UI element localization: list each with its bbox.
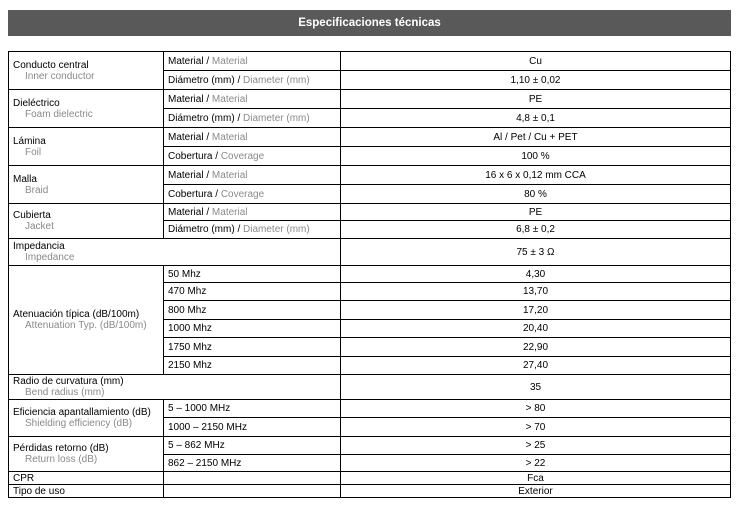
row-label-braid (9, 166, 164, 204)
value-cell: 20,40 (341, 320, 731, 338)
english-label: Return loss (dB) (25, 454, 98, 465)
value-cell: 1,10 ± 0,02 (341, 71, 731, 90)
table-row (9, 166, 731, 185)
english-label: Coverage (220, 150, 265, 162)
value-cell: 13,70 (341, 283, 731, 301)
english-label: Material (211, 131, 248, 143)
prop-cell: Material / Material (164, 52, 341, 71)
spanish-label: Material (168, 169, 204, 181)
table-title: Especificaciones técnicas (298, 17, 441, 29)
prop-cell: 1000 – 2150 MHz (164, 418, 341, 437)
english-label: Diameter (mm) (243, 224, 310, 235)
table-row (9, 90, 731, 109)
value-cell: Exterior (341, 485, 731, 498)
row-label-cpr: CPR (9, 472, 164, 485)
value-cell: 4,30 (341, 266, 731, 283)
value-cell: 4,8 ± 0,1 (341, 109, 731, 128)
prop-cell: 50 Mhz (164, 266, 341, 283)
table-row (9, 266, 731, 283)
value-cell: 100 % (341, 147, 731, 166)
prop-cell: 800 Mhz (164, 301, 341, 320)
row-label-attenuation (9, 266, 164, 375)
value-cell: Al / Pet / Cu + PET (341, 128, 731, 147)
spanish-label: Conducto central (13, 59, 89, 71)
english-label: Material (211, 206, 248, 218)
english-label: Jacket (25, 221, 54, 232)
prop-cell: 2150 Mhz (164, 357, 341, 375)
value-cell: 75 ± 3 Ω (341, 239, 731, 266)
table-row (9, 400, 731, 418)
english-label: Material (211, 55, 248, 67)
spanish-label: Cobertura (168, 150, 213, 162)
row-label-shielding (9, 400, 164, 437)
spanish-label: Diámetro (mm) (168, 224, 235, 235)
prop-cell: Diámetro (mm) / Diameter (mm) (164, 221, 341, 239)
value-cell: > 25 (341, 437, 731, 455)
prop-cell: 862 – 2150 MHz (164, 455, 341, 472)
prop-cell (164, 472, 341, 485)
table-row (9, 204, 731, 221)
english-label: Bend radius (mm) (25, 387, 105, 398)
value-cell: 17,20 (341, 301, 731, 320)
prop-cell: Diámetro (mm) / Diameter (mm) (164, 109, 341, 128)
table-row (9, 472, 731, 485)
value-cell: > 70 (341, 418, 731, 437)
english-label: Shielding efficiency (dB) (25, 418, 133, 429)
english-label: Diameter (mm) (243, 74, 310, 86)
table-row (9, 437, 731, 455)
spanish-label: Cubierta (13, 210, 51, 221)
spanish-label: Diámetro (mm) (168, 112, 235, 124)
row-label-bend-radius (9, 375, 341, 400)
table-row (9, 375, 731, 400)
english-label: Foam dielectric (25, 108, 93, 120)
prop-cell: 1000 Mhz (164, 320, 341, 338)
table-row (9, 52, 731, 71)
spanish-label: Radio de curvatura (mm) (13, 376, 124, 387)
english-label: Coverage (220, 188, 265, 200)
value-cell: Cu (341, 52, 731, 71)
row-label-dielectric (9, 90, 164, 128)
prop-cell: Material / Material (164, 128, 341, 147)
spanish-label: Material (168, 131, 204, 143)
row-label-inner-conductor (9, 52, 164, 90)
spanish-label: Lámina (13, 135, 46, 147)
row-label-foil (9, 128, 164, 166)
english-label: Braid (25, 184, 49, 196)
english-label: Material (211, 93, 248, 105)
spanish-label: Cobertura (168, 188, 213, 200)
row-label-jacket (9, 204, 164, 239)
prop-cell: 470 Mhz (164, 283, 341, 301)
prop-cell (164, 485, 341, 498)
table-row (9, 485, 731, 498)
spanish-label: Pérdidas retorno (dB) (13, 443, 109, 454)
english-label: Diameter (mm) (243, 112, 310, 124)
prop-cell: 1750 Mhz (164, 338, 341, 357)
english-label: Foil (25, 146, 42, 158)
row-label-return-loss (9, 437, 164, 472)
value-cell: Fca (341, 472, 731, 485)
prop-cell: Cobertura / Coverage (164, 185, 341, 204)
english-label: Material (211, 169, 248, 181)
spec-table (8, 51, 731, 498)
value-cell: > 22 (341, 455, 731, 472)
value-cell: PE (341, 90, 731, 109)
spanish-label: Material (168, 93, 204, 105)
table-title-bar (8, 10, 731, 36)
row-label-usage-type: Tipo de uso (9, 485, 164, 498)
table-row (9, 239, 731, 266)
value-cell: 6,8 ± 0,2 (341, 221, 731, 239)
english-label: Inner conductor (25, 70, 95, 82)
spanish-label: Material (168, 206, 204, 218)
table-row (9, 128, 731, 147)
prop-cell: Material / Material (164, 166, 341, 185)
prop-cell: Diámetro (mm) / Diameter (mm) (164, 71, 341, 90)
spanish-label: Malla (13, 173, 37, 185)
value-cell: > 80 (341, 400, 731, 418)
value-cell: 16 x 6 x 0,12 mm CCA (341, 166, 731, 185)
value-cell: 22,90 (341, 338, 731, 357)
prop-cell: 5 – 862 MHz (164, 437, 341, 455)
spanish-label: Eficiencia apantallamiento (dB) (13, 407, 151, 418)
spanish-label: Diámetro (mm) (168, 74, 235, 86)
value-cell: PE (341, 204, 731, 221)
row-label-impedance (9, 239, 341, 266)
prop-cell: Material / Material (164, 204, 341, 221)
english-label: Attenuation Typ. (dB/100m) (25, 320, 147, 331)
prop-cell: Material / Material (164, 90, 341, 109)
spanish-label: Dieléctrico (13, 97, 60, 109)
value-cell: 35 (341, 375, 731, 400)
value-cell: 27,40 (341, 357, 731, 375)
spanish-label: Atenuación típica (dB/100m) (13, 309, 140, 320)
prop-cell: Cobertura / Coverage (164, 147, 341, 166)
spanish-label: Impedancia (13, 241, 65, 252)
value-cell: 80 % (341, 185, 731, 204)
english-label: Impedance (25, 252, 75, 263)
prop-cell: 5 – 1000 MHz (164, 400, 341, 418)
spanish-label: Material (168, 55, 204, 67)
